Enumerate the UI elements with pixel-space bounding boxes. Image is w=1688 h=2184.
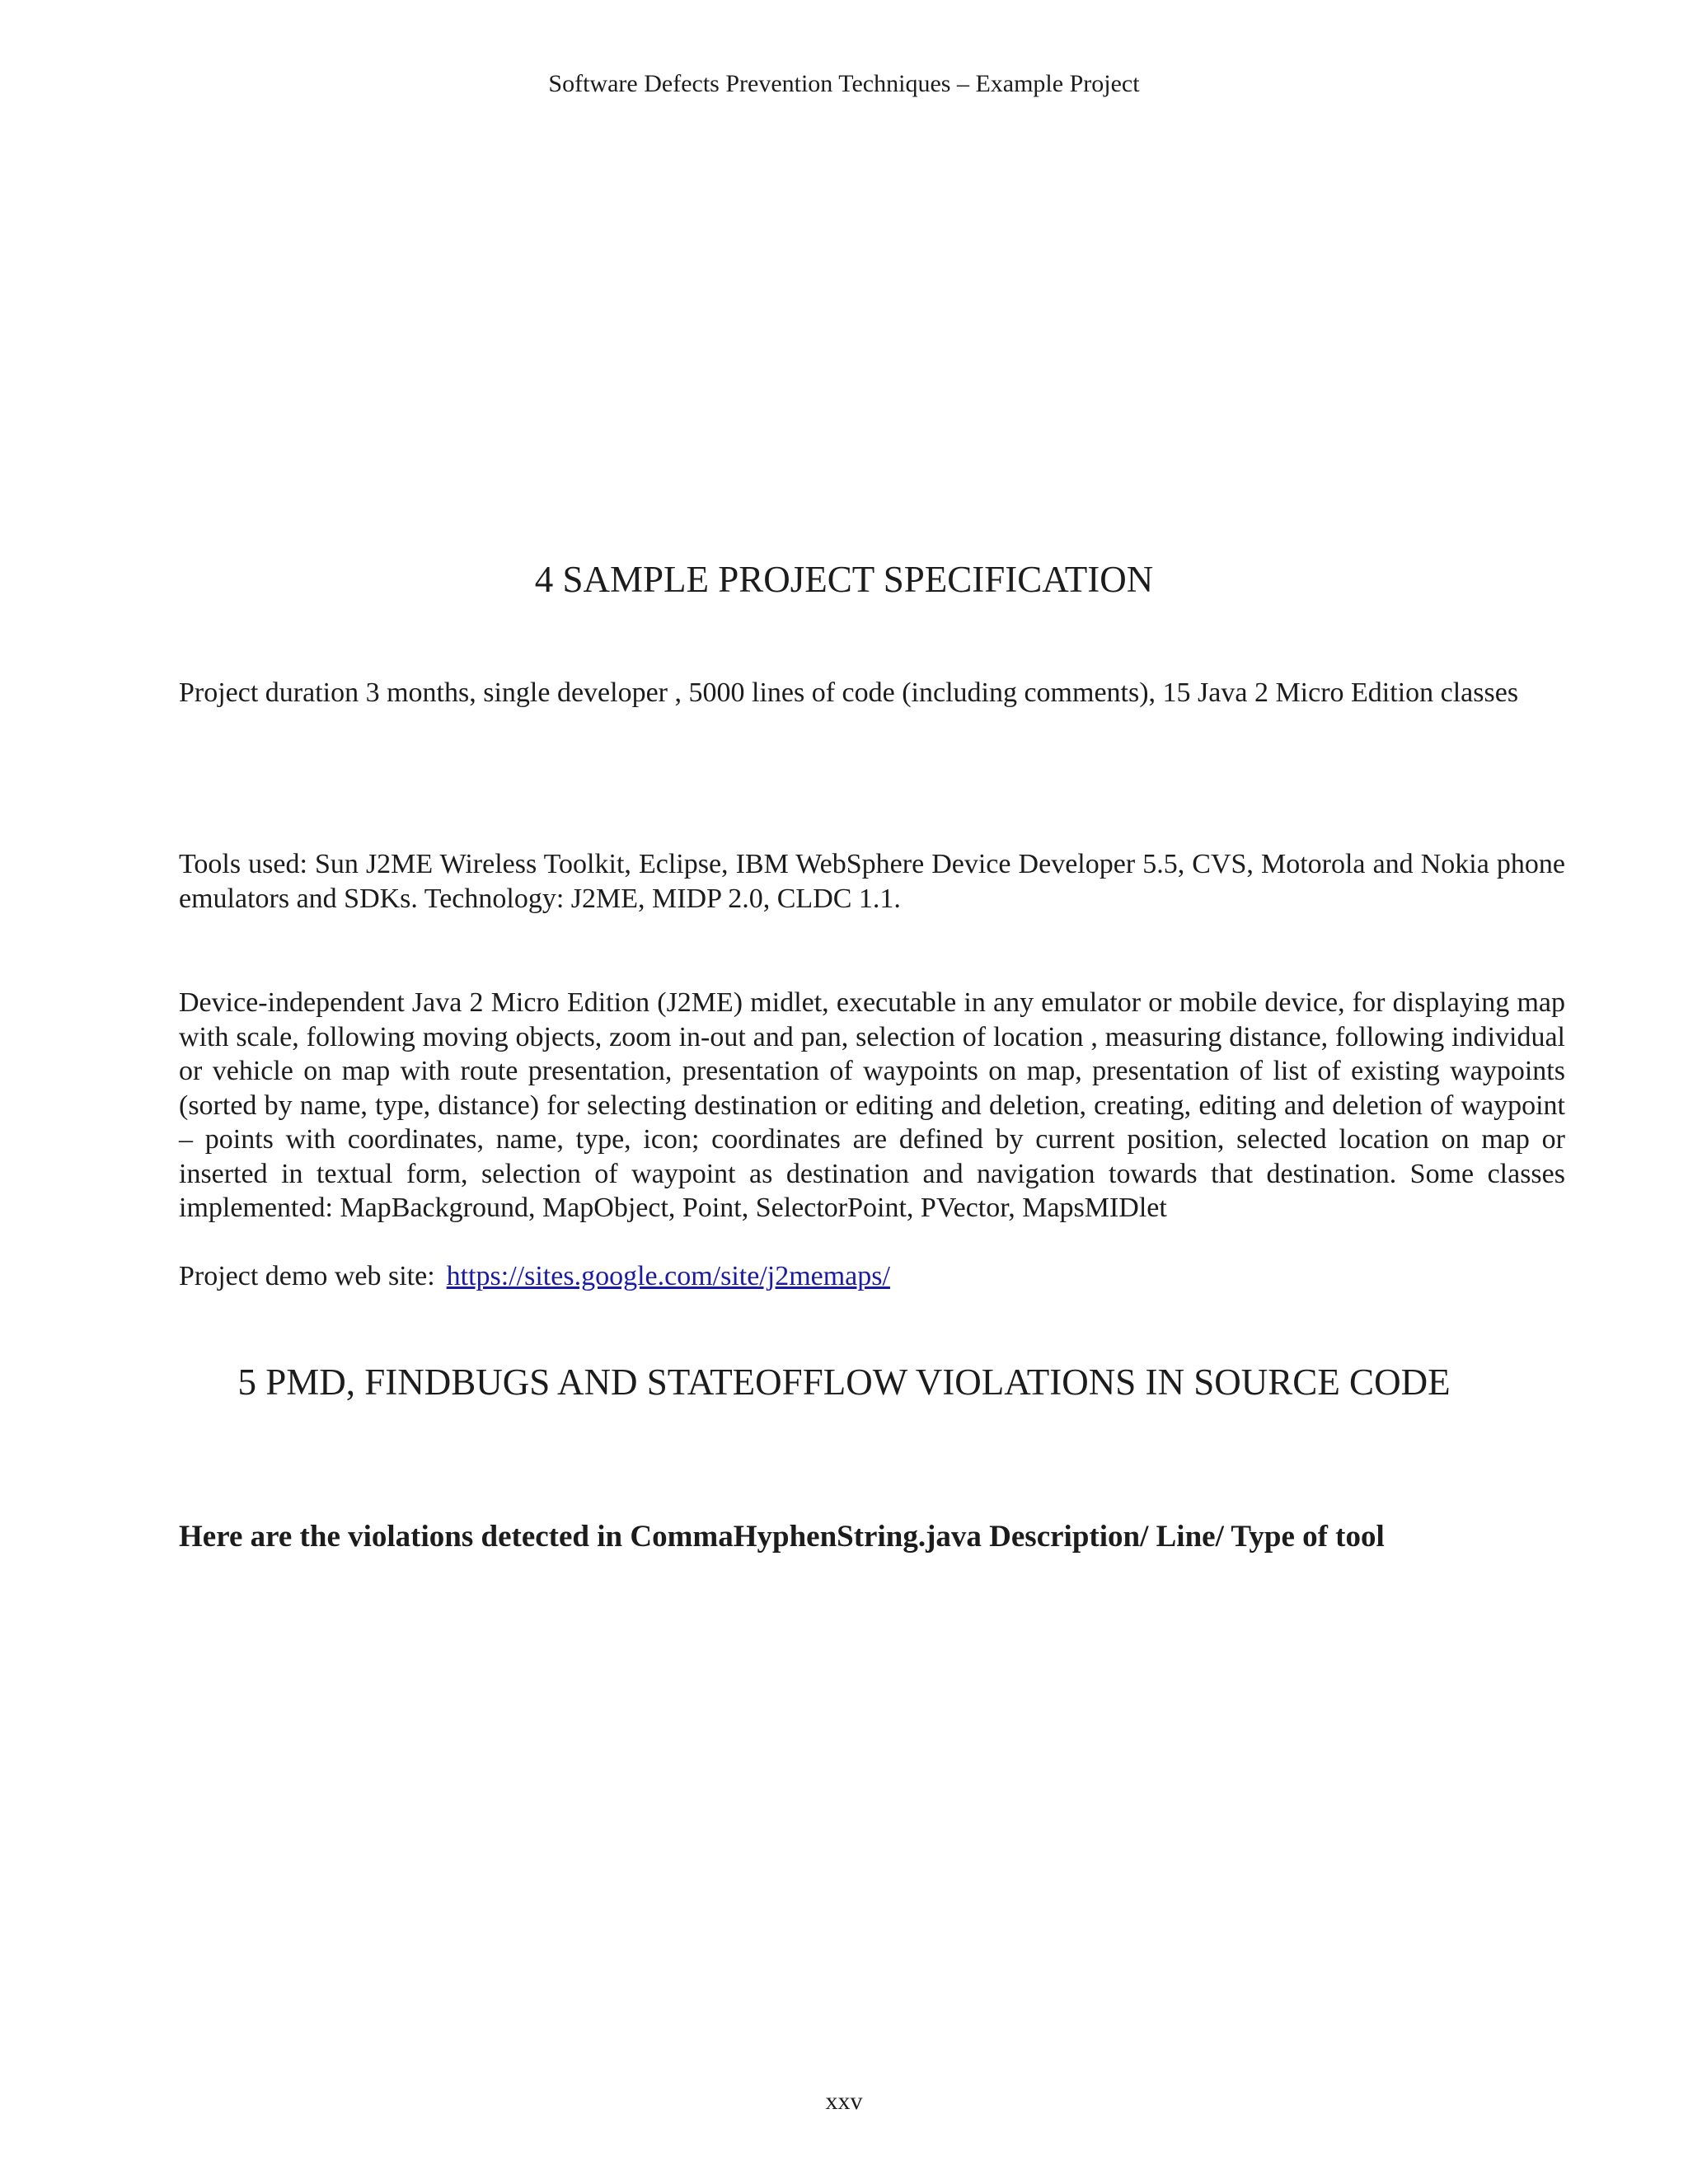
section-heading-sample-project-specification: 4 SAMPLE PROJECT SPECIFICATION [534, 559, 1154, 600]
running-header: Software Defects Prevention Techniques – Example Project [548, 70, 1140, 97]
page-number: xxv [825, 2088, 863, 2115]
demo-site-label: Project demo web site: [179, 1261, 435, 1291]
demo-site-link[interactable]: https://sites.google.com/site/j2memaps/ [446, 1261, 890, 1291]
paragraph-tools-used: Tools used: Sun J2ME Wireless Toolkit, Eclipse, IBM WebSphere Device Developer 5.5, CVS, Motorola and Nokia phone emulators and SDKs. Technology: J2ME, MIDP 2.0, CLDC 1.1. [179, 849, 1565, 914]
paragraph-project-duration: Project duration 3 months, single developer , 5000 lines of code (including comments), 15 Java 2 Micro Edition classes [179, 677, 1519, 708]
paragraph-violations-intro: Here are the violations detected in CommaHyphenString.java Description/ Line/ Type of tool [179, 1520, 1385, 1554]
paragraph-demo-site [179, 1259, 1565, 1294]
paragraph-project-description: Device-independent Java 2 Micro Edition (J2ME) midlet, executable in any emulator or mobile device, for displaying map with scale, following moving objects, zoom in-out and pan, selection of location , measuring distance, following individual or vehicle on map with route presentation, presentation of waypoints on map, presentation of list of existing waypoints (sorted by name, type, distance) for selecting destination or editing and deletion, creating, editing and deletion of waypoint – points with coordinates, name, type, icon; coordinates are defined by current position, selected location on map or inserted in textual form, selection of waypoint as destination and navigation towards that destination. Some classes implemented: MapBackground, MapObject, Point, SelectorPoint, PVector, MapsMIDlet [179, 987, 1565, 1223]
section-heading-violations: 5 PMD, FINDBUGS AND STATEOFFLOW VIOLATIONS IN SOURCE CODE [237, 1361, 1451, 1403]
